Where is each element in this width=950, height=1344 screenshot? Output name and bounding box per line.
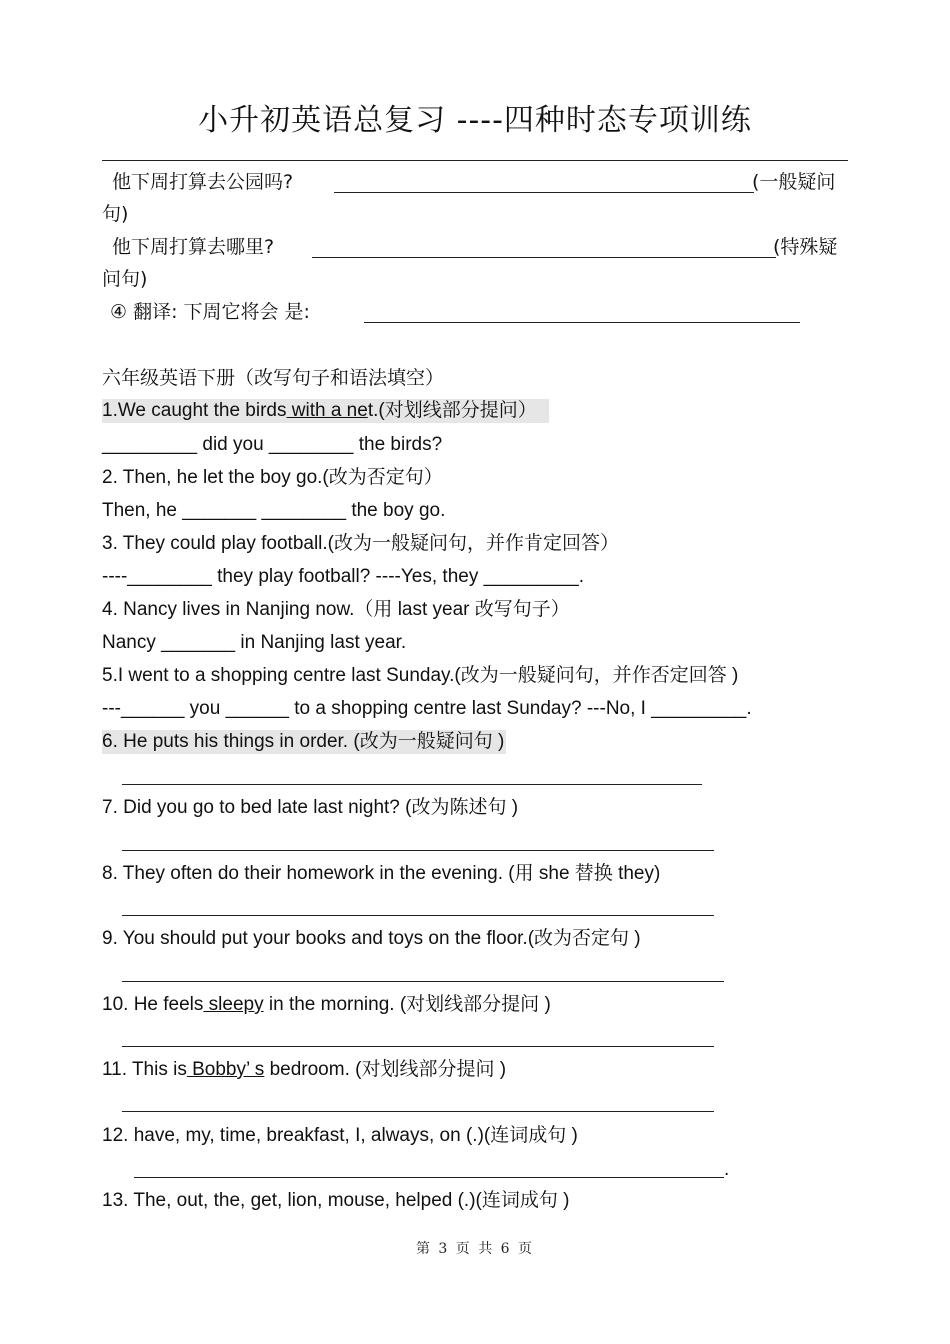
item-11-text-a: 11. This is xyxy=(102,1059,187,1080)
item-6: 6. He puts his things in order. (改为一般疑问句 ) xyxy=(102,731,505,752)
top-q1-tail2: 句) xyxy=(102,203,129,225)
item-10-underlined: sleepy xyxy=(203,994,264,1015)
top-q2-tail2: 问句) xyxy=(102,268,148,290)
item-6-answer-line[interactable] xyxy=(122,784,702,785)
item-13: 13. The, out, the, get, lion, mouse, helped (.)(连词成句 ) xyxy=(102,1190,570,1211)
item-11-text-b: bedroom. (对划线部分提问 ) xyxy=(264,1059,507,1080)
item-5-answer[interactable]: ---______ you ______ to a shopping centre last Sunday? ---No, I _________. xyxy=(102,698,752,719)
top-q1-tail: (一般疑问 xyxy=(752,171,836,193)
item-12-period: . xyxy=(724,1159,730,1180)
section-title: 六年级英语下册（改写句子和语法填空） xyxy=(102,367,445,389)
top-q1-text: 他下周打算去公园吗? xyxy=(112,171,294,193)
item-7: 7. Did you go to bed late last night? (改为陈述句 ) xyxy=(102,797,519,818)
item-4-answer[interactable]: Nancy _______ in Nanjing last year. xyxy=(102,632,407,653)
item-2: 2. Then, he let the boy go.(改为否定句） xyxy=(102,467,443,488)
top-q3-answer-line[interactable] xyxy=(364,322,800,323)
item-11-underlined: Bobby’ s xyxy=(186,1059,265,1080)
top-q1-answer-line[interactable] xyxy=(334,192,754,193)
item-8: 8. They often do their homework in the evening. (用 she 替换 they) xyxy=(102,863,661,884)
item-1-answer[interactable]: _________ did you ________ the birds? xyxy=(102,434,443,455)
item-1-text-a: 1.We caught the birds xyxy=(102,400,287,421)
item-1-underlined: with a ne xyxy=(286,400,368,421)
top-q2-answer-line[interactable] xyxy=(312,257,776,258)
item-5: 5.I went to a shopping centre last Sunday.(改为一般疑问句，并作否定回答 ) xyxy=(102,665,739,686)
item-1-text-b: t.(对划线部分提问） xyxy=(367,400,537,421)
item-10-text-a: 10. He feels xyxy=(102,994,204,1015)
item-3: 3. They could play football.(改为一般疑问句，并作肯定回答） xyxy=(102,533,620,554)
item-1 xyxy=(102,399,549,423)
item-12: 12. have, my, time, breakfast, I, always, on (.)(连词成句 ) xyxy=(102,1125,578,1146)
item-9: 9. You should put your books and toys on the floor.(改为否定句 ) xyxy=(102,928,641,949)
item-8-answer-line[interactable] xyxy=(122,915,714,916)
top-q1 xyxy=(112,170,293,194)
item-3-answer[interactable]: ----________ they play football? ----Yes, they _________. xyxy=(102,566,584,587)
item-4: 4. Nancy lives in Nanjing now.（用 last year 改写句子） xyxy=(102,599,570,620)
item-11-answer-line[interactable] xyxy=(122,1111,714,1112)
top-q2-text: 他下周打算去哪里? xyxy=(112,236,275,258)
page-footer: 第 3 页 共 6 页 xyxy=(415,1241,535,1257)
item-11 xyxy=(102,1058,506,1082)
item-10-text-b: in the morning. (对划线部分提问 ) xyxy=(263,994,551,1015)
title-divider xyxy=(102,160,848,161)
item-9-answer-line[interactable] xyxy=(122,981,724,982)
top-q3-text: ④ 翻译: 下周它将会 是: xyxy=(110,301,310,323)
item-2-answer[interactable]: Then, he _______ ________ the boy go. xyxy=(102,500,446,521)
item-7-answer-line[interactable] xyxy=(122,850,714,851)
item-10 xyxy=(102,993,551,1017)
page-title: 小升初英语总复习 ----四种时态专项训练 xyxy=(198,103,752,138)
item-10-answer-line[interactable] xyxy=(122,1046,714,1047)
item-12-answer-line[interactable] xyxy=(134,1177,724,1178)
top-q2-tail: (特殊疑 xyxy=(773,236,838,258)
